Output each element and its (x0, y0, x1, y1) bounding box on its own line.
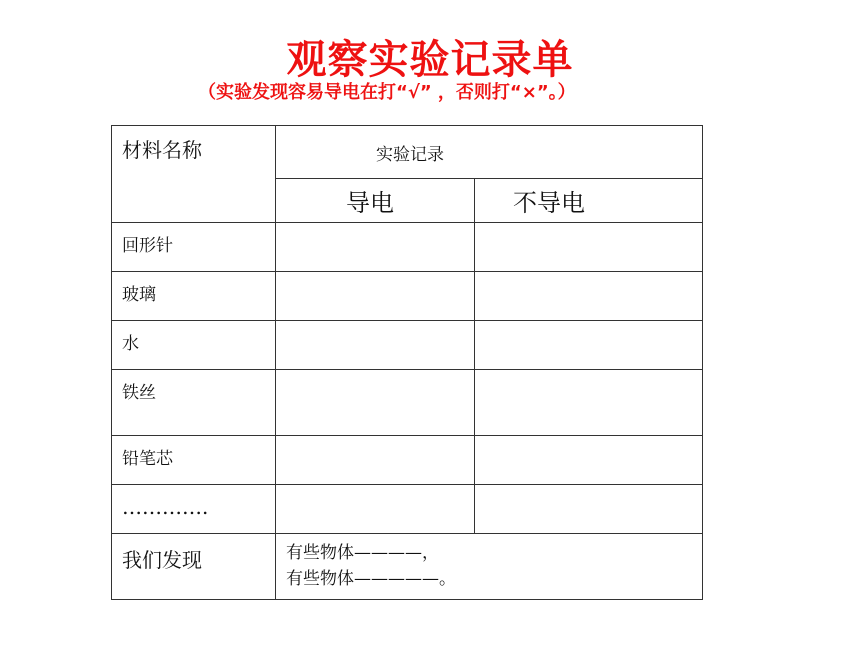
conductive-cell[interactable] (276, 370, 475, 436)
finding-line: 有些物体—————。 (286, 569, 456, 589)
material-name: 铅笔芯 (112, 436, 276, 485)
findings-cell[interactable] (276, 534, 703, 600)
material-name: 铁丝 (112, 370, 276, 436)
record-table (111, 125, 703, 600)
material-name: …………. (112, 485, 276, 534)
findings-row (112, 534, 703, 600)
record-header: 实验记录 (276, 126, 703, 179)
material-name: 玻璃 (112, 272, 276, 321)
nonconductive-cell[interactable] (475, 272, 703, 321)
material-name-header: 材料名称 (112, 126, 276, 223)
findings-label: 我们发现 (112, 534, 276, 600)
conductive-cell[interactable] (276, 485, 475, 534)
table-row (112, 223, 703, 272)
conductive-header: 导电 (276, 179, 475, 223)
nonconductive-cell[interactable] (475, 485, 703, 534)
material-name: 水 (112, 321, 276, 370)
conductive-cell[interactable] (276, 272, 475, 321)
finding-line: 有些物体————， (286, 543, 439, 563)
page-title: 观察实验记录单 (286, 37, 574, 83)
nonconductive-cell[interactable] (475, 321, 703, 370)
instruction-subtitle: （实验发现容易导电在打“√” ，否则打“×”。） (198, 82, 576, 103)
nonconductive-cell[interactable] (475, 436, 703, 485)
nonconductive-cell[interactable] (475, 370, 703, 436)
material-name: 回形针 (112, 223, 276, 272)
nonconductive-header: 不导电 (475, 179, 703, 223)
table-row (112, 272, 703, 321)
table-row (112, 485, 703, 534)
table-row (112, 436, 703, 485)
conductive-cell[interactable] (276, 436, 475, 485)
conductive-cell[interactable] (276, 321, 475, 370)
table-row (112, 370, 703, 436)
nonconductive-cell[interactable] (475, 223, 703, 272)
table-row (112, 321, 703, 370)
conductive-cell[interactable] (276, 223, 475, 272)
